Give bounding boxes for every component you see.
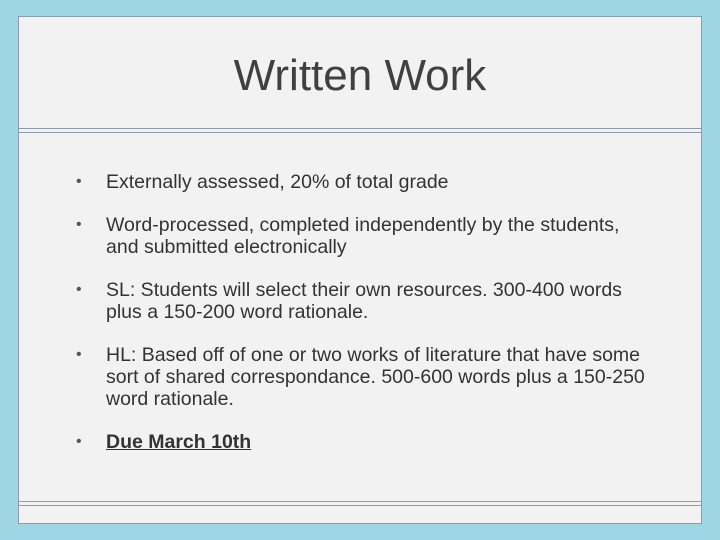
bullet-dot: • (76, 346, 82, 363)
title-divider-bottom (19, 132, 701, 133)
footer-divider-bottom (19, 505, 701, 506)
title-box (19, 17, 701, 129)
bullet-text: HL: Based off of one or two works of literature that have some sort of shared correspondance. 500-600 words plus a 150-250 word rationale. (106, 344, 645, 410)
bullet-item-due-date (76, 431, 656, 453)
due-date-text: Due March 10th (106, 431, 252, 453)
footer-divider-top (19, 501, 701, 502)
bullet-item (76, 344, 656, 410)
bullet-item (76, 214, 656, 258)
bullet-item (76, 279, 656, 323)
bullet-text: Word-processed, completed independently by the students, and submitted electronically (106, 214, 620, 258)
bullet-dot: • (76, 173, 82, 190)
bullet-dot: • (76, 433, 82, 450)
bullet-dot: • (76, 216, 82, 233)
slide-title: Written Work (233, 51, 487, 100)
bullet-text: Externally assessed, 20% of total grade (106, 171, 449, 193)
bullet-text: SL: Students will select their own resources. 300-400 words plus a 150-200 word rationale. (106, 279, 622, 323)
slide (18, 16, 702, 524)
title-divider-top (19, 128, 701, 129)
bullet-dot: • (76, 281, 82, 298)
bullet-list (76, 171, 656, 474)
bullet-item (76, 171, 656, 193)
